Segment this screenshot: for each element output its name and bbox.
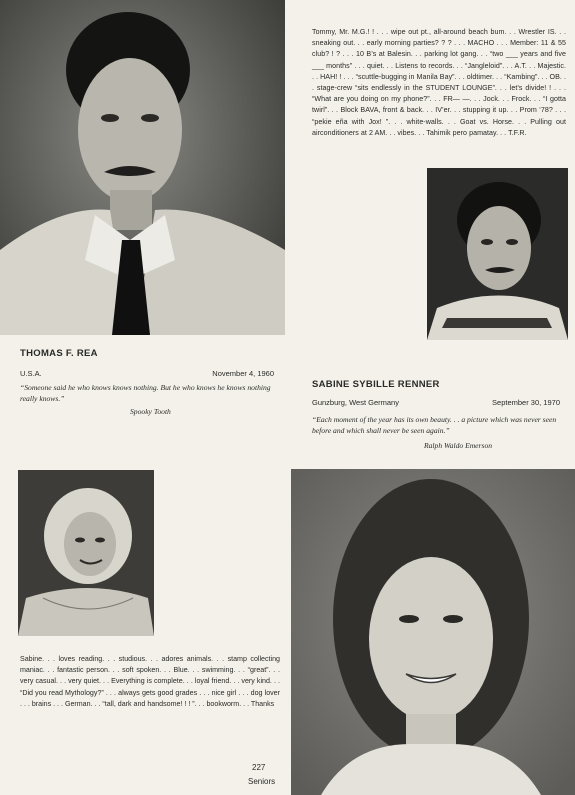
- portrait-sabine-renner-large: [291, 469, 575, 795]
- sabine-renner-birthdate: September 30, 1970: [492, 398, 560, 407]
- thomas-rea-birthdate: November 4, 1960: [212, 369, 274, 378]
- portrait-thomas-rea-large: [0, 0, 285, 335]
- sabine-renner-name: SABINE SYBILLE RENNER: [312, 379, 440, 390]
- thomas-rea-quote: “Someone said he who knows knows nothing. But he who knows he knows nothing really knows.”: [20, 383, 271, 403]
- thomas-rea-quote-author: Spooky Tooth: [130, 407, 171, 416]
- section-label: Seniors: [248, 777, 276, 786]
- sabine-renner-quote: “Each moment of the year has its own beauty. . . a picture which was never seen before and which shall never be seen again.”: [312, 415, 557, 435]
- thomas-rea-country: U.S.A.: [20, 369, 42, 378]
- sabine-renner-bio: Sabine. . . loves reading. . . studious. . . adores animals. . . stamp collecting maniac. . . fantastic person. . . soft spoken. . . Blue. . . swimming. . . “great”. . . very casual. . . very quiet. . . Everything is complete. . . loyal friend. . . very kind. . . “Did you read Mythology?” . . . always gets good grades . . . nice girl . . . dog lover . . . brains . . . German. . . “tall, dark and handsome! ! ! ”. . . bookworm. . . Thanks: [20, 655, 280, 708]
- page-number: 227: [252, 763, 266, 772]
- sabine-renner-birthplace: Gunzburg, West Germany: [312, 398, 399, 407]
- thomas-rea-bio: Tommy, Mr. M.G.! ! . . . wipe out pt., all-around beach bum. . . Wrestler IS. . . sneaking out. . . early morning parties? ? ? . . . MACHO . . . Member: 11 & 55 club? ! ? . . . 10 B’s at Balesin. . . parking lot gang. . . “two ___ years and five ___ months” . . . quiet. . . Listens to records. . . “Jangleloid”. . . A.T. . . Majestic. . . HAH! ! . . . “scuttle-bugging in Manila Bay”. . . oldtimer. . . “Kambing”. . . OB. . . stage-crew “sits endlessly in the STUDENT LOUNGE”. . . let’s divide! ! . . . “What are you doing on my phone?”. . . FR— —. . . Jock. . . Frock. . . “I gotta twirl”. . . Block BAVA, front & back. . . IV’er. . . stupping it up. . . Prom ‘78? . . . “pekie eña with Jox! ”. . . white-walls. . . Goat vs. Horse. . . Pulling out airconditioners at 2 AM. . . vibes. . . Tahimik pero pamatay. . . T.F.R.: [312, 28, 566, 137]
- sabine-renner-quote-author: Ralph Waldo Emerson: [424, 441, 493, 450]
- portrait-thomas-rea-candid: [427, 168, 568, 340]
- portrait-sabine-renner-candid: [18, 470, 154, 636]
- thomas-rea-name: THOMAS F. REA: [20, 348, 98, 359]
